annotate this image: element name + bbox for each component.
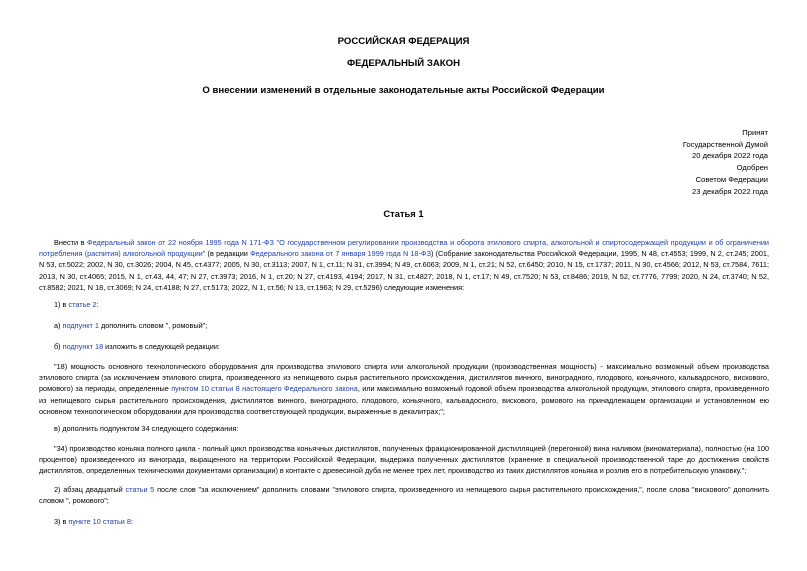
subparagraph-1-link[interactable]: подпункт 1: [62, 321, 99, 330]
quote-subparagraph-18: [39, 361, 769, 417]
intro-text: (в редакции: [205, 249, 251, 259]
item-a: [39, 320, 769, 331]
item-b: [39, 341, 769, 352]
acceptance-line: Принят: [742, 128, 768, 137]
point-10-article-8-link[interactable]: пункте 10 статьи 8: [68, 517, 131, 526]
country-heading: РОССИЙСКАЯ ФЕДЕРАЦИЯ: [337, 36, 470, 47]
item-text: 1) в: [54, 300, 69, 309]
item-text: изложить в следующей редакции:: [103, 342, 220, 351]
item-1: [39, 299, 769, 310]
item-2: [39, 484, 769, 506]
intro-text: Внести в: [54, 238, 88, 247]
item-text: 2) абзац двадцатый: [54, 485, 126, 494]
acceptance-line: Советом Федерации: [695, 174, 768, 184]
acceptance-line: Государственной Думой: [682, 139, 768, 149]
amending-law-link[interactable]: Федерального закона от 7 января 1999 года N 18-ФЗ: [250, 249, 431, 259]
item-text: дополнить словом ", ромовый";: [98, 321, 208, 330]
item-text: б): [54, 342, 63, 351]
article-heading: Статья 1: [383, 208, 424, 219]
item-v: в) дополнить подпунктом 34 следующего содержания:: [54, 424, 239, 433]
quote-text: , или максимально возможный годовой объем производства алкогольной продукции, этилового спирта, произведенного из непищевого сырья растительного происхождения, дистиллятов винного, виноградного, плодового, коньячного, кальвадосного, вискового, ромового на принадлежащем организации и установленном ею основном технологическом оборудовании для производства соответствующей продукции, выраженные в декалитрах;";: [39, 384, 770, 416]
point-10-article-8-link[interactable]: пунктом 10 статьи 8 настоящего Федерального закона: [171, 384, 358, 394]
article-2-link[interactable]: статье 2: [68, 300, 97, 309]
quote-subparagraph-34: "34) производство коньяка полного цикла - полный цикл производства коньячных дистиллятов, полученных фракционированной дистилляцией (перегонкой) вина наливом (виноматериала), полностью (на 100 процентов) произведенного из винограда, выращенного на территории Российской Федерации, выдержка полученных дистиллятов (хранение в специальной производственной таре до достижения свойств дистиллятов, определенных техническими документами организации) в контакте с древесиной дуба не менее трех лет, производство из таких дистиллятов коньяка и розлив его в потребительскую упаковку.";: [39, 444, 769, 476]
item-text: а): [54, 321, 63, 330]
acceptance-line: Одобрен: [736, 163, 768, 173]
acceptance-line: 20 декабря 2022 года: [692, 151, 768, 161]
intro-paragraph: [39, 237, 769, 293]
item-text: после слов "за исключением" дополнить словами "этилового спирта, произведенного из непищевого сырья растительного происхождения,", после слова "вискового" дополнить словом ", ромового";: [39, 485, 769, 506]
law-title: О внесении изменений в отдельные законодательные акты Российской Федерации: [202, 85, 605, 96]
item-text: 3) в: [54, 517, 69, 526]
quote-text: "18) мощность основного технологического оборудования для производства этилового спирта или алкогольной продукции (производственная мощность) - максимально возможный объем производства этилового спирта (за исключением этилового спирта, произведенного из непищевого сырья растительного происхождения, дистиллятов винного, виноградного, плодового, коньячного, кальвадосного, вискового, ромового) за периоды, определенные: [39, 362, 769, 394]
article-5-link[interactable]: статьи 5: [125, 485, 155, 494]
law-link[interactable]: Федеральный закон от 22 ноября 1995 года N 171-ФЗ "О государственном регулировании производства и оборота этилового спирта, алкогольной и спиртосодержащей продукции и об ограничении потребления (распития) алкогольной продукции": [39, 238, 770, 259]
item-text: :: [96, 300, 99, 309]
item-3: [39, 516, 769, 527]
intro-text: ) (Собрание законодательства Российской Федерации, 1995, N 48, ст.4553; 1999, N 2, ст.245; 2001, N 53, ст.5022; 2002, N 30, ст.3026; 2004, N 45, ст.4377; 2005, N 30, ст.3113; 2007, N 1, ст.11; N 31, ст.3994; N 49, ст.6063; 2009, N 1, ст.21; N 52, ст.6450; 2010, N 15, ст.1737; 2011, N 30, ст.4566; 2012, N 53, ст.7584, 7611; 2013, N 30, ст.4065; 2015, N 1, ст.43, 44, 47; N 27, ст.3973; 2016, N 1, ст.20; N 27, ст.4193, 4194; 2017, N 31, ст.4827; 2018, N 1, ст.17; N 49, ст.7520; N 53, ст.8486; 2019, N 52, ст.7776, 7799; 2020, N 24, ст.3740; N 52, ст.8582; 2021, N 18, ст.3069; N 24, ст.4188; N 27, ст.5173; 2022, N 1, ст.56; N 13, ст.1963; N 29, ст.5296) следующие изменения:: [39, 249, 769, 292]
item-text: :: [130, 517, 133, 526]
subparagraph-18-link[interactable]: подпункт 18: [62, 342, 104, 351]
acceptance-line: 23 декабря 2022 года: [692, 186, 768, 196]
acceptance-block: [683, 127, 768, 197]
law-type-heading: ФЕДЕРАЛЬНЫЙ ЗАКОН: [346, 58, 461, 69]
